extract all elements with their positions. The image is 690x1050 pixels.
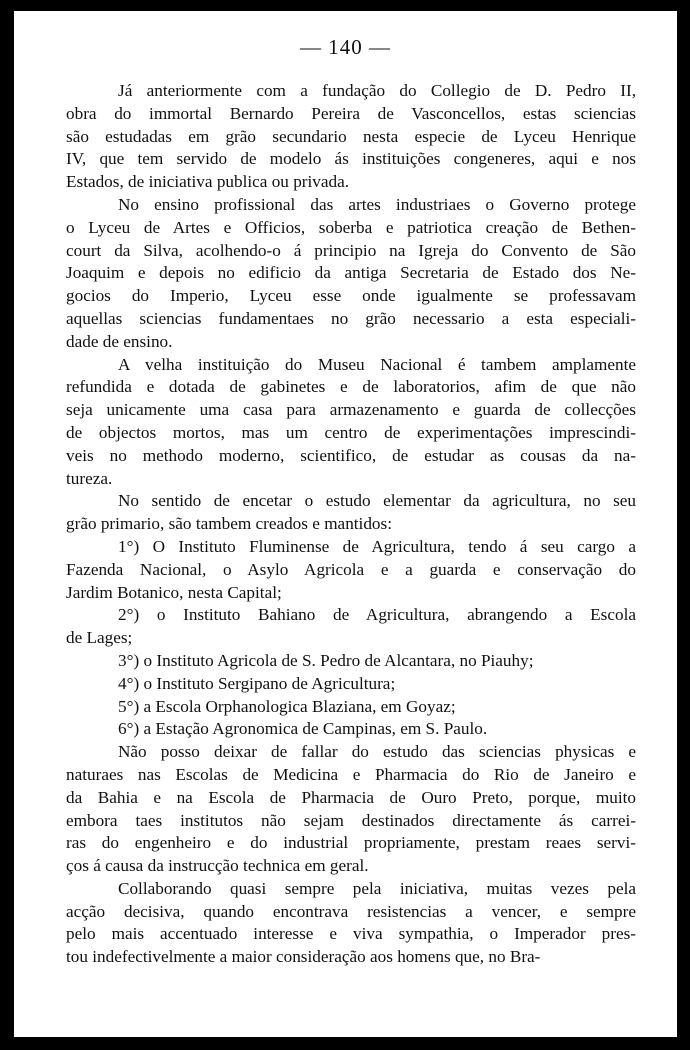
text-line: Jardim Botanico, nesta Capital; <box>66 582 282 602</box>
text-line: tou indefectivelmente a maior consideração aos homens que, no Bra- <box>66 947 541 967</box>
text-line: 3°) o Instituto Agricola de S. Pedro de Alcantara, no Piauhy; <box>118 650 534 670</box>
text-line: veis no methodo moderno, scientifico, de estudar as cousas da na- <box>66 445 636 465</box>
text-line: No ensino profissional das artes industriaes o Governo protege <box>118 194 636 214</box>
text-line: 1°) O Instituto Fluminense de Agricultura, tendo á seu cargo a <box>118 536 636 556</box>
document-page <box>14 11 677 1037</box>
paragraph <box>66 490 636 536</box>
text-line: Estados, de iniciativa publica ou privada. <box>66 172 350 192</box>
text-line: ras do engenheiro e do industrial propriamente, prestam reaes servi- <box>66 833 636 853</box>
paragraph <box>66 604 636 650</box>
body-text <box>66 80 636 969</box>
text-line: 5°) a Escola Orphanologica Blaziana, em Goyaz; <box>118 696 456 716</box>
paragraph <box>66 354 636 491</box>
text-line: aquellas sciencias fundamentaes no grão necessario a esta especiali- <box>66 308 636 328</box>
text-line: Não posso deixar de fallar do estudo das sciencias physicas e <box>118 742 636 762</box>
text-line: de Lages; <box>66 628 133 648</box>
text-line: dade de ensino. <box>66 331 173 351</box>
text-line: refundida e dotada de gabinetes e de laboratorios, afim de que não <box>66 377 636 397</box>
text-line: o Lyceu de Artes e Officios, soberba e patriotica creação de Bethen- <box>66 217 636 237</box>
text-line: IV, que tem servido de modelo ás instituições congeneres, aqui e nos <box>66 149 636 169</box>
text-line: tureza. <box>66 468 113 488</box>
text-line: seja unicamente uma casa para armazenamento e guarda de collecções <box>66 400 636 420</box>
text-line: Collaborando quasi sempre pela iniciativa, muitas vezes pela <box>118 878 636 898</box>
text-line: 2°) o Instituto Bahiano de Agricultura, abrangendo a Escola <box>118 605 636 625</box>
text-line: Já anteriormente com a fundação do Collegio de D. Pedro II, <box>118 81 636 100</box>
paragraph <box>66 878 636 969</box>
text-line: Fazenda Nacional, o Asylo Agricola e a guarda e conservação do <box>66 559 636 579</box>
text-line: de objectos mortos, mas um centro de experimentações imprescindi- <box>66 422 636 442</box>
text-line: Joaquim e depois no edificio da antiga Secretaria de Estado dos Ne- <box>66 263 636 283</box>
page-number: — 140 — <box>300 35 391 59</box>
paragraph <box>66 718 636 741</box>
text-line: ços á causa da instrucção technica em geral. <box>66 856 369 876</box>
text-line: gocios do Imperio, Lyceu esse onde igualmente se professavam <box>66 286 636 306</box>
text-line: obra do immortal Bernardo Pereira de Vasconcellos, estas sciencias <box>66 103 636 123</box>
paragraph <box>66 80 636 194</box>
text-line: No sentido de encetar o estudo elementar da agricultura, no seu <box>118 491 636 511</box>
text-line: grão primario, são tambem creados e mantidos: <box>66 514 392 534</box>
text-line: pelo mais accentuado interesse e viva sympathia, o Imperador pres- <box>66 924 636 944</box>
paragraph <box>66 696 636 719</box>
text-line: embora taes institutos não sejam destinados directamente ás carrei- <box>66 810 636 830</box>
paragraph <box>66 650 636 673</box>
paragraph <box>66 194 636 354</box>
paragraph <box>66 536 636 604</box>
text-line: naturaes nas Escolas de Medicina e Pharmacia do Rio de Janeiro e <box>66 764 636 784</box>
text-line: A velha instituição do Museu Nacional é tambem amplamente <box>118 354 636 374</box>
paragraph <box>66 673 636 696</box>
text-line: 4°) o Instituto Sergipano de Agricultura; <box>118 673 396 693</box>
text-line: court da Silva, acolhendo-o á principio na Igreja do Convento de São <box>66 240 636 260</box>
text-line: da Bahia e na Escola de Pharmacia de Ouro Preto, porque, muito <box>66 787 636 807</box>
text-line: são estudadas em grão secundario nesta especie de Lyceu Henrique <box>66 126 636 146</box>
text-line: 6°) a Estação Agronomica de Campinas, em S. Paulo. <box>118 719 488 739</box>
text-line: acção decisiva, quando encontrava resistencias a vencer, e sempre <box>66 901 636 921</box>
paragraph <box>66 741 636 878</box>
